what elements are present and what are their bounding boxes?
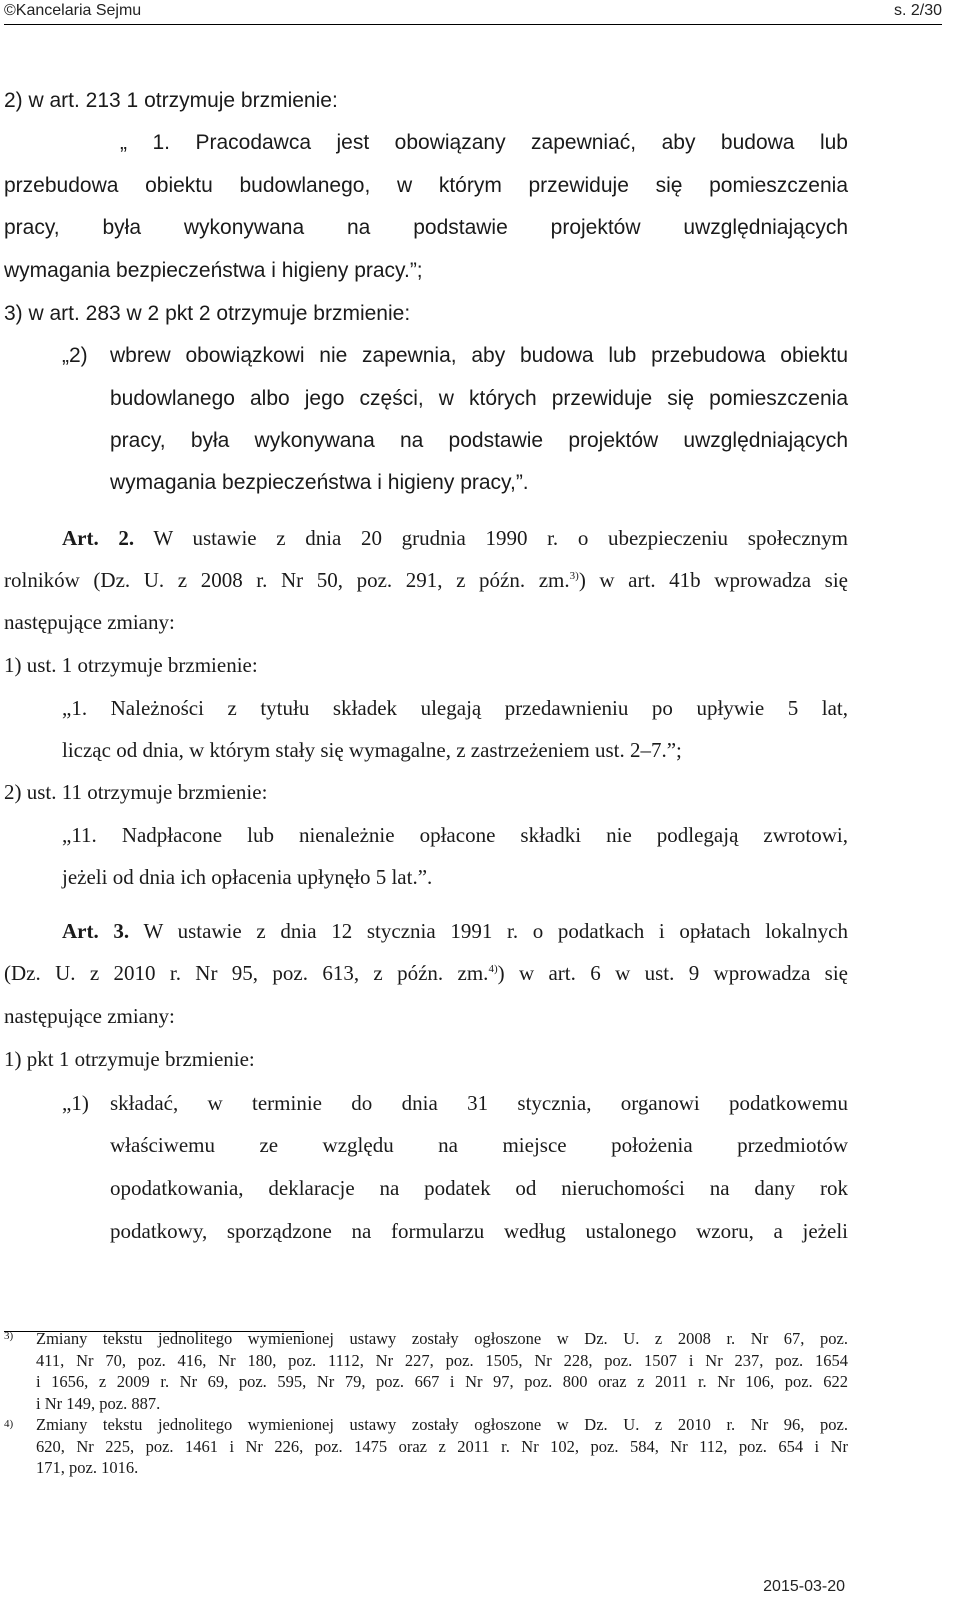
footnote-ref-4: 4): [488, 963, 498, 975]
art-2-item-1-quote-line-2: licząc od dnia, w którym stały się wymagalne, z zastrzeżeniem ust. 2–7.”;: [62, 738, 682, 762]
art-2-item-2-quote-line-2: jeżeli od dnia ich opłacenia upłynęło 5 lat.”.: [62, 865, 433, 889]
art-2-line-2: [4, 565, 848, 595]
header-page-number: s. 2/30: [893, 2, 942, 19]
footnote-ref-3: 3): [569, 570, 579, 582]
art-3-item-1-heading: 1) pkt 1 otrzymuje brzmienie:: [4, 1047, 255, 1071]
point-2-quote-line-1: „ 1. Pracodawca jest obowiązany zapewniać, aby budowa lub: [120, 131, 848, 154]
point-3-quote-line-4: wymagania bezpieczeństwa i higieny pracy,”.: [110, 471, 529, 494]
point-2-quote-line-2: przebudowa obiektu budowlanego, w którym przewiduje się pomieszczenia: [4, 174, 848, 197]
art-2-item-1-heading: 1) ust. 1 otrzymuje brzmienie:: [4, 653, 258, 677]
art-2-item-2-heading: 2) ust. 11 otrzymuje brzmienie:: [4, 780, 268, 804]
art-3-citation: (Dz. U. z 2010 r. Nr 95, poz. 613, z późn. zm.: [4, 961, 489, 985]
art-3-line-1: [62, 916, 848, 946]
point-3-quote-line-1: wbrew obowiązkowi nie zapewnia, aby budowa lub przebudowa obiektu: [110, 344, 848, 367]
footnote-4-line-3: 171, poz. 1016.: [36, 1458, 139, 1477]
header-publisher: ©Kancelaria Sejmu: [4, 2, 142, 19]
art-3-line-2: [4, 958, 848, 988]
art-3-line-3: następujące zmiany:: [4, 1004, 175, 1028]
art-3-intro: W ustawie z dnia 12 stycznia 1991 r. o podatkach i opłatach lokalnych: [143, 919, 849, 943]
art-2-label: Art. 2.: [62, 526, 135, 550]
footnote-4: [36, 1414, 848, 1479]
document-date: 2015-03-20: [763, 1578, 845, 1595]
footnote-3-line-4: i Nr 149, poz. 887.: [36, 1393, 161, 1413]
footnote-3-line-1: Zmiany tekstu jednolitego wymienionej ustawy zostały ogłoszone w Dz. U. z 2008 r. Nr 67, poz.: [36, 1329, 848, 1348]
art-2-item-1-quote-line-1: „1. Należności z tytułu składek ulegają przedawnieniu po upływie 5 lat,: [62, 696, 848, 720]
art-2-line-3: następujące zmiany:: [4, 610, 175, 634]
point-3-heading: 3) w art. 283 w 2 pkt 2 otrzymuje brzmienie:: [4, 302, 411, 325]
art-3-item-1-number: „1): [62, 1091, 89, 1115]
footnote-3-mark: 3): [4, 1330, 14, 1342]
point-2-quote-line-4: wymagania bezpieczeństwa i higieny pracy.”;: [4, 259, 423, 282]
point-3-quote-line-3: pracy, była wykonywana na podstawie projektów uwzględniających: [110, 429, 848, 452]
art-2-citation-end: ) w art. 41b wprowadza się: [578, 568, 848, 592]
point-3-quote-number: „2): [62, 344, 88, 367]
footnote-3: [36, 1328, 848, 1414]
footnote-4-line-2: 620, Nr 225, poz. 1461 i Nr 226, poz. 1475 oraz z 2011 r. Nr 102, poz. 584, Nr 112, poz. 654 i Nr: [36, 1436, 848, 1456]
page-header: [4, 0, 942, 25]
art-3-item-1-quote-line-3: opodatkowania, deklaracje na podatek od nieruchomości na dany rok: [110, 1176, 848, 1200]
footnote-4-mark: 4): [4, 1418, 14, 1430]
point-2-quote-line-3: pracy, była wykonywana na podstawie projektów uwzględniających: [4, 216, 848, 239]
art-3-item-1-quote-line-4: podatkowy, sporządzone na formularzu według ustalonego wzoru, a jeżeli: [110, 1219, 848, 1243]
art-2-citation: rolników (Dz. U. z 2008 r. Nr 50, poz. 291, z późn. zm.: [4, 568, 570, 592]
footnote-3-line-2: 411, Nr 70, poz. 416, Nr 180, poz. 1112, Nr 227, poz. 1505, Nr 228, poz. 1507 i Nr 237, poz. 1654: [36, 1350, 848, 1370]
art-2-line-1: [62, 523, 848, 553]
art-2-item-2-quote-line-1: „11. Nadpłacone lub nienależnie opłacone składki nie podlegają zwrotowi,: [62, 823, 848, 847]
point-3-quote-line-2: budowlanego albo jego części, w których przewiduje się pomieszczenia: [110, 387, 848, 410]
point-2-heading: 2) w art. 213 1 otrzymuje brzmienie:: [4, 89, 338, 112]
art-3-item-1-quote-line-2: właściwemu ze względu na miejsce położenia przedmiotów: [110, 1133, 848, 1157]
art-2-intro: W ustawie z dnia 20 grudnia 1990 r. o ubezpieczeniu społecznym: [153, 526, 848, 550]
footnote-4-line-1: Zmiany tekstu jednolitego wymienionej ustawy zostały ogłoszone w Dz. U. z 2010 r. Nr 96, poz.: [36, 1415, 848, 1434]
art-3-label: Art. 3.: [62, 919, 130, 943]
art-3-item-1-quote-line-1: składać, w terminie do dnia 31 stycznia, organowi podatkowemu: [110, 1091, 848, 1115]
footnote-3-line-3: i 1656, z 2009 r. Nr 69, poz. 595, Nr 79, poz. 667 i Nr 97, poz. 800 oraz z 2011 r. Nr 106, poz. 622: [36, 1372, 848, 1391]
art-3-citation-end: ) w art. 6 w ust. 9 wprowadza się: [497, 961, 849, 985]
